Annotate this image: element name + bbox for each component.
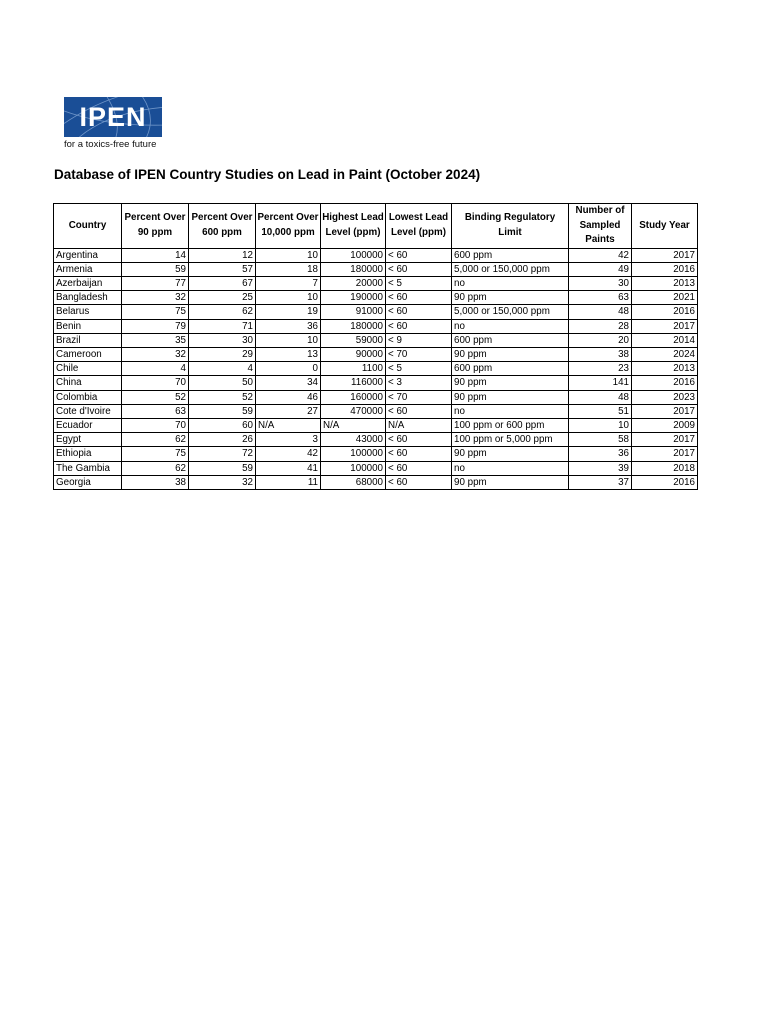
table-header-row bbox=[54, 204, 698, 249]
cell-percent-over-90: 62 bbox=[122, 461, 189, 475]
cell-lowest-lead-level: < 5 bbox=[386, 276, 452, 290]
cell-percent-over-90: 4 bbox=[122, 362, 189, 376]
table-row bbox=[54, 291, 698, 305]
cell-percent-over-600: 30 bbox=[189, 333, 256, 347]
cell-highest-lead-level: 91000 bbox=[321, 305, 386, 319]
cell-percent-over-600: 4 bbox=[189, 362, 256, 376]
cell-binding-regulatory-limit: 90 ppm bbox=[452, 475, 569, 489]
cell-highest-lead-level: 180000 bbox=[321, 262, 386, 276]
cell-country: Ecuador bbox=[54, 418, 122, 432]
cell-lowest-lead-level: < 60 bbox=[386, 433, 452, 447]
cell-highest-lead-level: N/A bbox=[321, 418, 386, 432]
cell-number-of-sampled-paints: 23 bbox=[569, 362, 632, 376]
cell-percent-over-10000: 11 bbox=[256, 475, 321, 489]
header-number-of-sampled-paints: Number of Sampled Paints bbox=[569, 204, 632, 249]
cell-highest-lead-level: 100000 bbox=[321, 447, 386, 461]
cell-percent-over-90: 63 bbox=[122, 404, 189, 418]
cell-percent-over-90: 62 bbox=[122, 433, 189, 447]
cell-number-of-sampled-paints: 36 bbox=[569, 447, 632, 461]
cell-percent-over-10000: 10 bbox=[256, 333, 321, 347]
cell-highest-lead-level: 116000 bbox=[321, 376, 386, 390]
cell-number-of-sampled-paints: 48 bbox=[569, 390, 632, 404]
cell-binding-regulatory-limit: 5,000 or 150,000 ppm bbox=[452, 305, 569, 319]
cell-binding-regulatory-limit: 90 ppm bbox=[452, 376, 569, 390]
cell-lowest-lead-level: < 5 bbox=[386, 362, 452, 376]
cell-percent-over-90: 79 bbox=[122, 319, 189, 333]
cell-binding-regulatory-limit: 600 ppm bbox=[452, 333, 569, 347]
cell-percent-over-90: 32 bbox=[122, 291, 189, 305]
cell-percent-over-600: 52 bbox=[189, 390, 256, 404]
cell-percent-over-600: 67 bbox=[189, 276, 256, 290]
cell-percent-over-10000: 36 bbox=[256, 319, 321, 333]
cell-country: Bangladesh bbox=[54, 291, 122, 305]
cell-highest-lead-level: 59000 bbox=[321, 333, 386, 347]
cell-percent-over-90: 35 bbox=[122, 333, 189, 347]
cell-percent-over-600: 25 bbox=[189, 291, 256, 305]
cell-highest-lead-level: 470000 bbox=[321, 404, 386, 418]
cell-study-year: 2009 bbox=[632, 418, 698, 432]
cell-percent-over-600: 62 bbox=[189, 305, 256, 319]
cell-study-year: 2023 bbox=[632, 390, 698, 404]
cell-country: China bbox=[54, 376, 122, 390]
table-row bbox=[54, 418, 698, 432]
header-binding-regulatory-limit: Binding Regulatory Limit bbox=[452, 204, 569, 249]
cell-percent-over-600: 50 bbox=[189, 376, 256, 390]
table-row bbox=[54, 433, 698, 447]
cell-percent-over-90: 75 bbox=[122, 305, 189, 319]
table-row bbox=[54, 475, 698, 489]
cell-number-of-sampled-paints: 10 bbox=[569, 418, 632, 432]
cell-country: Brazil bbox=[54, 333, 122, 347]
cell-study-year: 2016 bbox=[632, 262, 698, 276]
cell-study-year: 2018 bbox=[632, 461, 698, 475]
cell-percent-over-90: 52 bbox=[122, 390, 189, 404]
ipen-logo bbox=[64, 97, 162, 137]
cell-study-year: 2017 bbox=[632, 433, 698, 447]
header-percent-over-10000: Percent Over 10,000 ppm bbox=[256, 204, 321, 249]
cell-percent-over-10000: 42 bbox=[256, 447, 321, 461]
cell-percent-over-600: 26 bbox=[189, 433, 256, 447]
cell-binding-regulatory-limit: 90 ppm bbox=[452, 347, 569, 361]
cell-lowest-lead-level: < 3 bbox=[386, 376, 452, 390]
cell-country: Azerbaijan bbox=[54, 276, 122, 290]
table-row bbox=[54, 319, 698, 333]
cell-percent-over-10000: 41 bbox=[256, 461, 321, 475]
cell-highest-lead-level: 190000 bbox=[321, 291, 386, 305]
cell-lowest-lead-level: < 60 bbox=[386, 248, 452, 262]
cell-country: Cote d'Ivoire bbox=[54, 404, 122, 418]
cell-percent-over-600: 72 bbox=[189, 447, 256, 461]
cell-study-year: 2017 bbox=[632, 319, 698, 333]
header-study-year: Study Year bbox=[632, 204, 698, 249]
cell-study-year: 2016 bbox=[632, 305, 698, 319]
header-country: Country bbox=[54, 204, 122, 249]
cell-number-of-sampled-paints: 39 bbox=[569, 461, 632, 475]
cell-percent-over-600: 59 bbox=[189, 461, 256, 475]
cell-country: Egypt bbox=[54, 433, 122, 447]
cell-highest-lead-level: 90000 bbox=[321, 347, 386, 361]
cell-country: The Gambia bbox=[54, 461, 122, 475]
cell-study-year: 2016 bbox=[632, 376, 698, 390]
cell-number-of-sampled-paints: 37 bbox=[569, 475, 632, 489]
cell-number-of-sampled-paints: 48 bbox=[569, 305, 632, 319]
cell-binding-regulatory-limit: 5,000 or 150,000 ppm bbox=[452, 262, 569, 276]
header-highest-lead-level: Highest Lead Level (ppm) bbox=[321, 204, 386, 249]
cell-study-year: 2013 bbox=[632, 362, 698, 376]
cell-lowest-lead-level: < 60 bbox=[386, 461, 452, 475]
cell-study-year: 2017 bbox=[632, 404, 698, 418]
cell-binding-regulatory-limit: 90 ppm bbox=[452, 447, 569, 461]
cell-binding-regulatory-limit: 90 ppm bbox=[452, 291, 569, 305]
cell-percent-over-10000: 10 bbox=[256, 248, 321, 262]
cell-number-of-sampled-paints: 42 bbox=[569, 248, 632, 262]
header-percent-over-600: Percent Over 600 ppm bbox=[189, 204, 256, 249]
cell-percent-over-90: 77 bbox=[122, 276, 189, 290]
cell-binding-regulatory-limit: no bbox=[452, 319, 569, 333]
cell-number-of-sampled-paints: 30 bbox=[569, 276, 632, 290]
cell-country: Armenia bbox=[54, 262, 122, 276]
cell-number-of-sampled-paints: 63 bbox=[569, 291, 632, 305]
cell-study-year: 2013 bbox=[632, 276, 698, 290]
cell-highest-lead-level: 100000 bbox=[321, 461, 386, 475]
cell-highest-lead-level: 43000 bbox=[321, 433, 386, 447]
cell-lowest-lead-level: < 60 bbox=[386, 475, 452, 489]
table-row bbox=[54, 461, 698, 475]
cell-highest-lead-level: 180000 bbox=[321, 319, 386, 333]
cell-binding-regulatory-limit: 600 ppm bbox=[452, 362, 569, 376]
cell-country: Georgia bbox=[54, 475, 122, 489]
cell-country: Cameroon bbox=[54, 347, 122, 361]
cell-number-of-sampled-paints: 38 bbox=[569, 347, 632, 361]
cell-percent-over-90: 14 bbox=[122, 248, 189, 262]
cell-percent-over-10000: 19 bbox=[256, 305, 321, 319]
cell-number-of-sampled-paints: 28 bbox=[569, 319, 632, 333]
table-row bbox=[54, 305, 698, 319]
cell-lowest-lead-level: < 70 bbox=[386, 347, 452, 361]
cell-lowest-lead-level: < 60 bbox=[386, 262, 452, 276]
table-row bbox=[54, 404, 698, 418]
cell-highest-lead-level: 20000 bbox=[321, 276, 386, 290]
table-row bbox=[54, 390, 698, 404]
cell-binding-regulatory-limit: no bbox=[452, 276, 569, 290]
cell-percent-over-10000: 0 bbox=[256, 362, 321, 376]
cell-lowest-lead-level: < 60 bbox=[386, 291, 452, 305]
table-body bbox=[54, 248, 698, 489]
cell-percent-over-600: 12 bbox=[189, 248, 256, 262]
cell-study-year: 2016 bbox=[632, 475, 698, 489]
cell-binding-regulatory-limit: 90 ppm bbox=[452, 390, 569, 404]
cell-highest-lead-level: 100000 bbox=[321, 248, 386, 262]
table-row bbox=[54, 248, 698, 262]
cell-lowest-lead-level: < 60 bbox=[386, 305, 452, 319]
cell-number-of-sampled-paints: 49 bbox=[569, 262, 632, 276]
cell-number-of-sampled-paints: 141 bbox=[569, 376, 632, 390]
table-row bbox=[54, 276, 698, 290]
cell-binding-regulatory-limit: 600 ppm bbox=[452, 248, 569, 262]
logo-text: IPEN bbox=[79, 102, 147, 132]
cell-lowest-lead-level: < 70 bbox=[386, 390, 452, 404]
lead-paint-table bbox=[53, 203, 698, 490]
cell-binding-regulatory-limit: 100 ppm or 600 ppm bbox=[452, 418, 569, 432]
cell-lowest-lead-level: N/A bbox=[386, 418, 452, 432]
table-row bbox=[54, 447, 698, 461]
header-percent-over-90: Percent Over 90 ppm bbox=[122, 204, 189, 249]
page-title: Database of IPEN Country Studies on Lead in Paint (October 2024) bbox=[54, 167, 481, 182]
cell-percent-over-10000: 10 bbox=[256, 291, 321, 305]
cell-percent-over-90: 75 bbox=[122, 447, 189, 461]
cell-percent-over-90: 38 bbox=[122, 475, 189, 489]
cell-percent-over-90: 32 bbox=[122, 347, 189, 361]
table-row bbox=[54, 262, 698, 276]
cell-percent-over-600: 59 bbox=[189, 404, 256, 418]
cell-number-of-sampled-paints: 51 bbox=[569, 404, 632, 418]
cell-country: Benin bbox=[54, 319, 122, 333]
cell-percent-over-600: 71 bbox=[189, 319, 256, 333]
cell-country: Chile bbox=[54, 362, 122, 376]
cell-country: Argentina bbox=[54, 248, 122, 262]
header-lowest-lead-level: Lowest Lead Level (ppm) bbox=[386, 204, 452, 249]
cell-percent-over-10000: 34 bbox=[256, 376, 321, 390]
cell-lowest-lead-level: < 60 bbox=[386, 319, 452, 333]
cell-percent-over-10000: 13 bbox=[256, 347, 321, 361]
cell-study-year: 2024 bbox=[632, 347, 698, 361]
cell-number-of-sampled-paints: 58 bbox=[569, 433, 632, 447]
cell-percent-over-600: 32 bbox=[189, 475, 256, 489]
cell-highest-lead-level: 160000 bbox=[321, 390, 386, 404]
table-row bbox=[54, 376, 698, 390]
cell-country: Belarus bbox=[54, 305, 122, 319]
cell-binding-regulatory-limit: 100 ppm or 5,000 ppm bbox=[452, 433, 569, 447]
cell-percent-over-90: 70 bbox=[122, 376, 189, 390]
cell-binding-regulatory-limit: no bbox=[452, 404, 569, 418]
cell-highest-lead-level: 68000 bbox=[321, 475, 386, 489]
cell-percent-over-10000: N/A bbox=[256, 418, 321, 432]
cell-highest-lead-level: 1100 bbox=[321, 362, 386, 376]
cell-percent-over-90: 70 bbox=[122, 418, 189, 432]
cell-lowest-lead-level: < 9 bbox=[386, 333, 452, 347]
cell-lowest-lead-level: < 60 bbox=[386, 447, 452, 461]
cell-study-year: 2017 bbox=[632, 248, 698, 262]
cell-country: Ethiopia bbox=[54, 447, 122, 461]
cell-percent-over-600: 60 bbox=[189, 418, 256, 432]
cell-number-of-sampled-paints: 20 bbox=[569, 333, 632, 347]
cell-percent-over-10000: 7 bbox=[256, 276, 321, 290]
table-row bbox=[54, 362, 698, 376]
cell-percent-over-10000: 18 bbox=[256, 262, 321, 276]
cell-percent-over-600: 29 bbox=[189, 347, 256, 361]
cell-country: Colombia bbox=[54, 390, 122, 404]
cell-binding-regulatory-limit: no bbox=[452, 461, 569, 475]
cell-study-year: 2014 bbox=[632, 333, 698, 347]
cell-percent-over-90: 59 bbox=[122, 262, 189, 276]
cell-study-year: 2021 bbox=[632, 291, 698, 305]
table-row bbox=[54, 347, 698, 361]
cell-lowest-lead-level: < 60 bbox=[386, 404, 452, 418]
cell-percent-over-600: 57 bbox=[189, 262, 256, 276]
cell-percent-over-10000: 3 bbox=[256, 433, 321, 447]
cell-percent-over-10000: 27 bbox=[256, 404, 321, 418]
cell-study-year: 2017 bbox=[632, 447, 698, 461]
logo-tagline: for a toxics-free future bbox=[64, 139, 157, 150]
table-row bbox=[54, 333, 698, 347]
cell-percent-over-10000: 46 bbox=[256, 390, 321, 404]
